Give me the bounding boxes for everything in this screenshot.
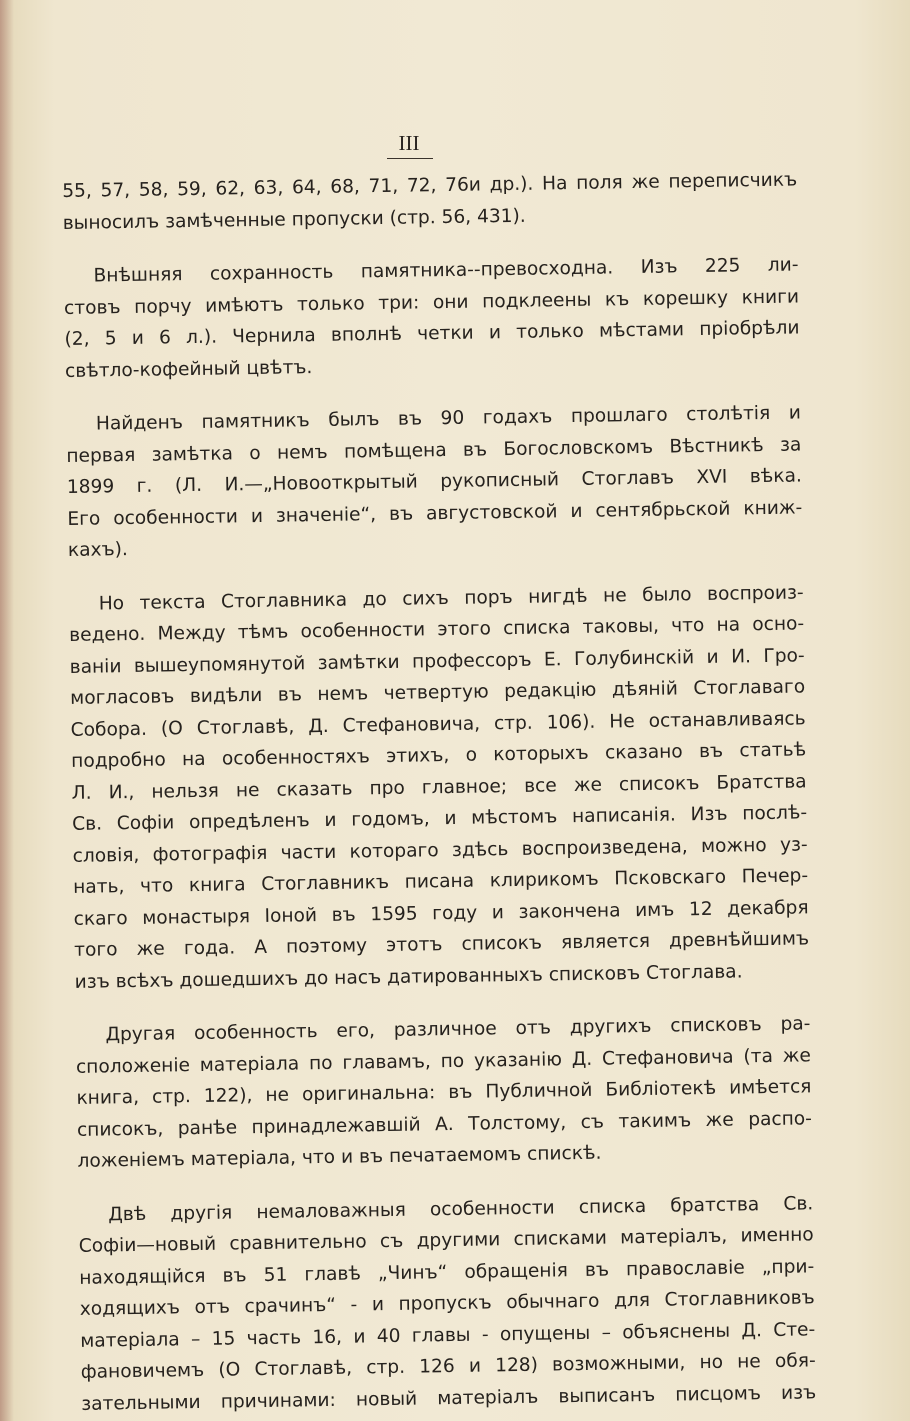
text-line: зательными причинами: новый матеріалъ выписанъ писцомъ изъ <box>81 1381 817 1415</box>
text-line: (2, 5 и 6 л.). Чернила вполнѣ четки и только мѣстами пріобрѣли <box>64 317 800 350</box>
text-line: Собора. (О Стоглавѣ, Д. Стефановича, стр. 106). Не останавливаясь <box>70 707 806 741</box>
text-line: кахъ). <box>67 539 128 561</box>
text-line: скаго монастыря Іоной въ 1595 году и закончена имъ 12 декабря <box>73 896 809 930</box>
text-line: находящійся въ 51 главѣ „Чинъ“ обращенія въ православіе „при- <box>79 1255 815 1289</box>
text-line: ваніи вышеупомянутой замѣтки профессоръ Е. Голубинскій и И. Гро- <box>69 644 805 678</box>
text-line: книга, стр. 122), не оригинальна: въ Публичной Библіотекѣ имѣется <box>76 1076 812 1109</box>
text-line: Внѣшняя сохранность памятника--превосходна. Изъ 225 ли- <box>93 254 799 287</box>
paragraph <box>66 397 803 566</box>
text-line: подробно на особенностяхъ этихъ, о которыхъ сказано въ статьѣ <box>71 739 807 772</box>
text-line: ложеніемъ матеріала, что и въ печатаемомъ спискѣ. <box>77 1142 602 1172</box>
paragraph <box>62 164 798 239</box>
text-line: Св. Софіи опредѣленъ и годомъ, и мѣстомъ написанія. Изъ послѣ- <box>72 802 808 835</box>
text-line: Его особенности и значеніе“, въ августовской и сентябрьской книж- <box>67 496 803 530</box>
text-line: изъ всѣхъ дошедшихъ до насъ датированныхъ списковъ Стоглава. <box>74 960 743 993</box>
paragraph <box>78 1188 816 1420</box>
text-line: матеріала – 15 часть 16, и 40 главы - опущены – объяснены Д. Сте- <box>80 1318 816 1352</box>
page-number: III <box>398 131 420 155</box>
text-line: могласовъ видѣли въ немъ четвертую редакцію дѣяній Стоглаваго <box>70 676 806 709</box>
text-line: Другая особенность его, различное отъ другихъ списковъ ра- <box>105 1013 811 1046</box>
text-line: того же года. А поэтому этотъ списокъ является древнѣйшимъ <box>74 928 810 961</box>
text-line: Но текста Стоглавника до сихъ поръ нигдѣ не было воспроиз- <box>98 581 804 614</box>
page-edge <box>0 0 14 1421</box>
text-line: списокъ, ранѣе принадлежавшій А. Толстому, съ такимъ же распо- <box>76 1107 813 1141</box>
text-line: стовъ порчу имѣютъ только три: они подклеены къ корешку книги <box>63 285 800 319</box>
text-body <box>62 164 816 1419</box>
text-line: первая замѣтка о немъ помѣщена въ Богословскомъ Вѣстникѣ за <box>66 433 802 467</box>
text-line: фановичемъ (О Стоглавѣ, стр. 126 и 128) возможными, но не обя- <box>80 1350 816 1383</box>
text-line: свѣтло-кофейный цвѣтъ. <box>64 356 313 382</box>
paragraph <box>68 577 809 998</box>
page-number-rule <box>387 158 433 159</box>
text-line: выносилъ замѣченные пропуски (стр. 56, 431). <box>62 205 526 234</box>
text-line: ходящихъ отъ срачинъ“ - и пропускъ обычнаго для Стоглавниковъ <box>79 1287 815 1320</box>
text-line: Двѣ другія немаловажныя особенности списка братства Св. <box>108 1192 814 1225</box>
text-line: ведено. Между тѣмъ особенности этого списка таковы, что на осно- <box>69 613 805 646</box>
paragraph <box>63 249 800 387</box>
text-line: сположеніе матеріала по главамъ, по указанію Д. Стефановича (та же <box>75 1044 812 1078</box>
text-line: 1899 г. (Л. И.—„Новооткрытый рукописный Стоглавъ XVI вѣка. <box>66 465 802 498</box>
text-line: Софіи—новый сравнительно съ другими списками матеріалъ, именно <box>78 1224 814 1257</box>
text-line: словія, фотографія части котораго здѣсь воспроизведена, можно уз- <box>72 833 808 867</box>
text-line: Найденъ памятникъ былъ въ 90 годахъ прошлаго столѣтія и <box>95 402 801 435</box>
text-line: Л. И., нельзя не сказать про главное; все же списокъ Братства <box>71 770 807 804</box>
paragraph <box>75 1008 812 1177</box>
text-line: нать, что книга Стоглавникъ писана клирикомъ Псковскаго Печер- <box>73 865 809 898</box>
text-line: 55, 57, 58, 59, 62, 63, 64, 68, 71, 72, 76и др.). На поля же переписчикъ <box>62 169 798 202</box>
